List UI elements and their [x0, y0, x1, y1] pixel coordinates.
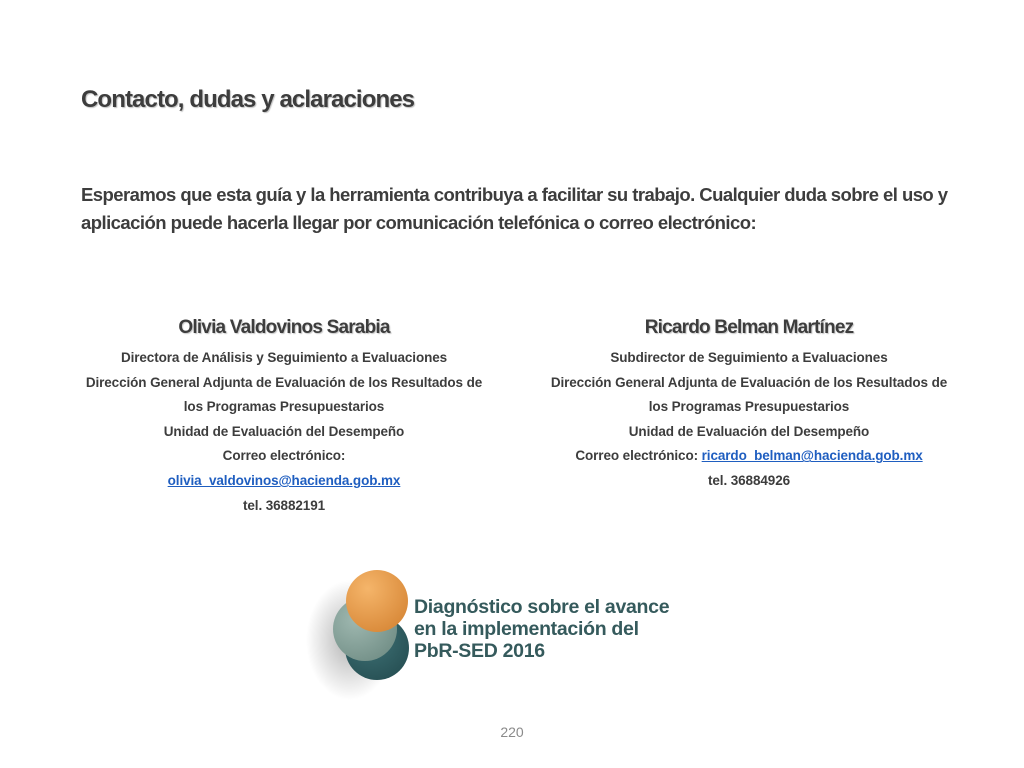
logo-text-line3: PbR-SED 2016: [414, 640, 545, 662]
contact-unit: Unidad de Evaluación del Desempeño: [628, 423, 870, 439]
contact-position: Subdirector de Seguimiento a Evaluaciones: [610, 350, 888, 365]
page-title: Contacto, dudas y aclaraciones: [81, 86, 415, 113]
logo-circle-orange: [346, 570, 408, 632]
contact-department-line1: Dirección General Adjunta de Evaluación de los Resultados de: [85, 374, 483, 390]
contact-email-label: Correo electrónico:: [575, 448, 698, 464]
logo-text-line1: Diagnóstico sobre el avance: [414, 596, 670, 618]
contact-card-ricardo: [529, 313, 969, 494]
logo-text-line2: en la implementación del: [414, 618, 639, 640]
contact-email-label: Correo electrónico:: [222, 448, 346, 464]
contact-phone: tel. 36882191: [242, 497, 326, 513]
contact-name: Ricardo Belman Martínez: [644, 317, 854, 338]
contact-department-line2: los Programas Presupuestarios: [183, 399, 385, 415]
page-number: 220: [500, 724, 524, 740]
contact-unit: Unidad de Evaluación del Desempeño: [163, 423, 405, 439]
contact-department-line2: los Programas Presupuestarios: [648, 399, 850, 415]
contact-phone: tel. 36884926: [707, 472, 791, 488]
contact-email-link[interactable]: ricardo_belman@hacienda.gob.mx: [701, 448, 923, 464]
contact-email-row: [64, 469, 504, 494]
intro-paragraph: Esperamos que esta guía y la herramienta contribuya a facilitar su trabajo. Cualquier duda sobre el uso y aplicación puede hacerla llegar por comunicación telefónica o correo electrónico:: [81, 184, 948, 233]
contact-card-olivia: [64, 313, 504, 518]
contact-email-link[interactable]: olivia_valdovinos@hacienda.gob.mx: [167, 472, 401, 488]
contact-name: Olivia Valdovinos Sarabia: [178, 317, 390, 338]
logo-text: [414, 596, 669, 662]
contact-email-row: [529, 444, 969, 469]
logo-circles-icon: [300, 560, 415, 710]
contact-position: Directora de Análisis y Seguimiento a Evaluaciones: [120, 350, 448, 365]
contact-department-line1: Dirección General Adjunta de Evaluación de los Resultados de: [550, 374, 948, 390]
